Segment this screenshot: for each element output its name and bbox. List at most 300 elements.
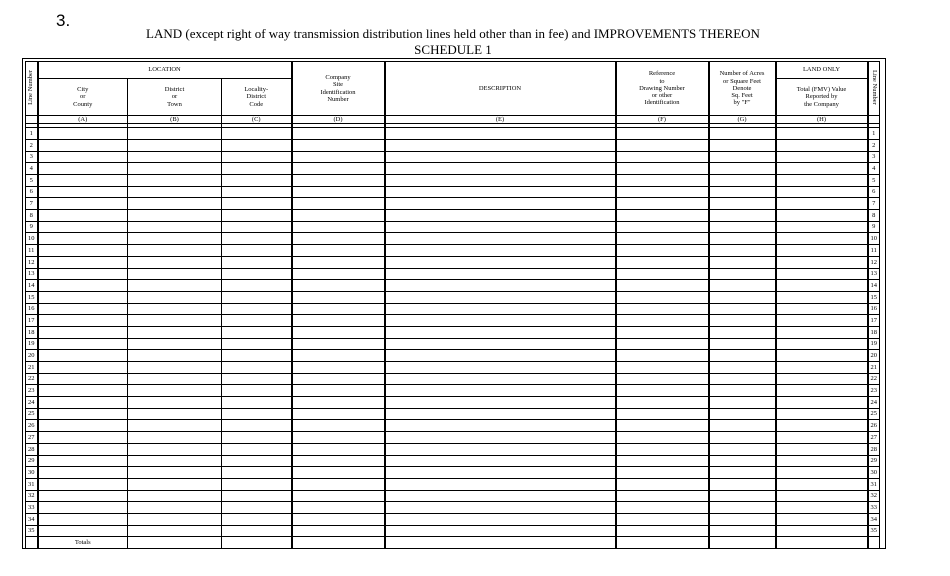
entry-cell-f[interactable]	[616, 186, 709, 198]
entry-cell-g[interactable]	[709, 502, 776, 514]
entry-cell-g[interactable]	[709, 233, 776, 245]
entry-cell-d[interactable]	[292, 198, 385, 210]
entry-cell-g[interactable]	[709, 350, 776, 362]
entry-cell-f[interactable]	[616, 233, 709, 245]
line-number-left: 21	[26, 362, 38, 374]
entry-cell-e[interactable]	[385, 303, 616, 315]
entry-cell-g[interactable]	[709, 139, 776, 151]
entry-cell-h[interactable]	[776, 490, 868, 502]
entry-cell-g[interactable]	[709, 525, 776, 537]
entry-cell-h[interactable]	[776, 478, 868, 490]
entry-cell-g[interactable]	[709, 338, 776, 350]
entry-cell-c[interactable]	[222, 280, 292, 292]
entry-cell-c[interactable]	[222, 525, 292, 537]
entry-cell-a[interactable]	[38, 233, 128, 245]
entry-cell-d[interactable]	[292, 256, 385, 268]
entry-cell-b[interactable]	[128, 385, 222, 397]
entry-cell-d[interactable]	[292, 326, 385, 338]
totals-cell-b[interactable]	[128, 537, 222, 549]
table-row	[26, 525, 880, 537]
entry-cell-a[interactable]	[38, 139, 128, 151]
entry-cell-a[interactable]	[38, 420, 128, 432]
entry-cell-e[interactable]	[385, 338, 616, 350]
line-number-left: 16	[26, 303, 38, 315]
table-row	[26, 420, 880, 432]
entry-cell-g[interactable]	[709, 186, 776, 198]
entry-cell-a[interactable]	[38, 397, 128, 409]
entry-cell-c[interactable]	[222, 128, 292, 140]
entry-cell-d[interactable]	[292, 455, 385, 467]
entry-cell-a[interactable]	[38, 326, 128, 338]
entry-cell-f[interactable]	[616, 268, 709, 280]
entry-cell-g[interactable]	[709, 175, 776, 187]
entry-cell-e[interactable]	[385, 221, 616, 233]
entry-cell-d[interactable]	[292, 385, 385, 397]
entry-cell-g[interactable]	[709, 420, 776, 432]
entry-cell-d[interactable]	[292, 513, 385, 525]
entry-cell-f[interactable]	[616, 139, 709, 151]
entry-cell-h[interactable]	[776, 245, 868, 257]
entry-cell-e[interactable]	[385, 151, 616, 163]
entry-cell-e[interactable]	[385, 373, 616, 385]
entry-cell-d[interactable]	[292, 291, 385, 303]
entry-cell-b[interactable]	[128, 350, 222, 362]
entry-cell-h[interactable]	[776, 163, 868, 175]
line-number-right: 29	[868, 455, 880, 467]
entry-cell-e[interactable]	[385, 420, 616, 432]
entry-cell-h[interactable]	[776, 221, 868, 233]
entry-cell-a[interactable]	[38, 385, 128, 397]
entry-cell-h[interactable]	[776, 175, 868, 187]
entry-cell-c[interactable]	[222, 350, 292, 362]
line-number-right: 35	[868, 525, 880, 537]
entry-cell-c[interactable]	[222, 221, 292, 233]
entry-cell-g[interactable]	[709, 326, 776, 338]
entry-cell-d[interactable]	[292, 432, 385, 444]
entry-cell-d[interactable]	[292, 268, 385, 280]
entry-cell-e[interactable]	[385, 490, 616, 502]
entry-cell-b[interactable]	[128, 233, 222, 245]
entry-cell-g[interactable]	[709, 210, 776, 222]
entry-cell-h[interactable]	[776, 139, 868, 151]
entry-cell-e[interactable]	[385, 525, 616, 537]
entry-cell-b[interactable]	[128, 338, 222, 350]
entry-cell-h[interactable]	[776, 350, 868, 362]
entry-cell-f[interactable]	[616, 397, 709, 409]
entry-cell-e[interactable]	[385, 139, 616, 151]
entry-cell-g[interactable]	[709, 151, 776, 163]
entry-cell-e[interactable]	[385, 233, 616, 245]
entry-cell-d[interactable]	[292, 490, 385, 502]
entry-cell-e[interactable]	[385, 432, 616, 444]
entry-cell-h[interactable]	[776, 198, 868, 210]
entry-cell-a[interactable]	[38, 362, 128, 374]
entry-cell-e[interactable]	[385, 350, 616, 362]
entry-cell-a[interactable]	[38, 467, 128, 479]
entry-cell-c[interactable]	[222, 268, 292, 280]
entry-cell-h[interactable]	[776, 291, 868, 303]
entry-cell-a[interactable]	[38, 256, 128, 268]
entry-cell-f[interactable]	[616, 128, 709, 140]
entry-cell-b[interactable]	[128, 525, 222, 537]
entry-cell-b[interactable]	[128, 221, 222, 233]
entry-cell-a[interactable]	[38, 221, 128, 233]
totals-cell-e[interactable]	[385, 537, 616, 549]
entry-cell-d[interactable]	[292, 502, 385, 514]
entry-cell-h[interactable]	[776, 128, 868, 140]
entry-cell-b[interactable]	[128, 443, 222, 455]
entry-cell-g[interactable]	[709, 280, 776, 292]
entry-cell-d[interactable]	[292, 128, 385, 140]
line-number-left: 20	[26, 350, 38, 362]
entry-cell-g[interactable]	[709, 467, 776, 479]
entry-cell-g[interactable]	[709, 443, 776, 455]
entry-cell-d[interactable]	[292, 373, 385, 385]
line-number-right: 31	[868, 478, 880, 490]
entry-cell-b[interactable]	[128, 139, 222, 151]
entry-cell-b[interactable]	[128, 373, 222, 385]
entry-cell-c[interactable]	[222, 385, 292, 397]
entry-cell-h[interactable]	[776, 513, 868, 525]
entry-cell-e[interactable]	[385, 256, 616, 268]
entry-cell-b[interactable]	[128, 455, 222, 467]
entry-cell-d[interactable]	[292, 280, 385, 292]
entry-cell-c[interactable]	[222, 443, 292, 455]
entry-cell-e[interactable]	[385, 163, 616, 175]
entry-cell-a[interactable]	[38, 443, 128, 455]
entry-cell-b[interactable]	[128, 478, 222, 490]
entry-cell-a[interactable]	[38, 291, 128, 303]
entry-cell-f[interactable]	[616, 420, 709, 432]
line-number-left: 4	[26, 163, 38, 175]
entry-cell-d[interactable]	[292, 362, 385, 374]
entry-cell-e[interactable]	[385, 280, 616, 292]
entry-cell-f[interactable]	[616, 326, 709, 338]
entry-cell-h[interactable]	[776, 432, 868, 444]
entry-cell-f[interactable]	[616, 175, 709, 187]
entry-cell-b[interactable]	[128, 326, 222, 338]
entry-cell-c[interactable]	[222, 326, 292, 338]
entry-cell-e[interactable]	[385, 513, 616, 525]
entry-cell-b[interactable]	[128, 432, 222, 444]
entry-cell-g[interactable]	[709, 128, 776, 140]
entry-cell-f[interactable]	[616, 350, 709, 362]
entry-cell-c[interactable]	[222, 397, 292, 409]
entry-cell-a[interactable]	[38, 350, 128, 362]
entry-cell-c[interactable]	[222, 198, 292, 210]
entry-cell-f[interactable]	[616, 502, 709, 514]
entry-cell-a[interactable]	[38, 303, 128, 315]
entry-cell-d[interactable]	[292, 315, 385, 327]
entry-cell-d[interactable]	[292, 186, 385, 198]
entry-cell-f[interactable]	[616, 467, 709, 479]
entry-cell-b[interactable]	[128, 303, 222, 315]
entry-cell-f[interactable]	[616, 280, 709, 292]
entry-cell-h[interactable]	[776, 268, 868, 280]
totals-cell-f[interactable]	[616, 537, 709, 549]
entry-cell-h[interactable]	[776, 210, 868, 222]
entry-cell-c[interactable]	[222, 513, 292, 525]
entry-cell-e[interactable]	[385, 385, 616, 397]
entry-cell-c[interactable]	[222, 233, 292, 245]
entry-cell-e[interactable]	[385, 186, 616, 198]
entry-cell-g[interactable]	[709, 245, 776, 257]
entry-cell-f[interactable]	[616, 221, 709, 233]
entry-cell-c[interactable]	[222, 175, 292, 187]
entry-cell-b[interactable]	[128, 210, 222, 222]
entry-cell-e[interactable]	[385, 315, 616, 327]
entry-cell-f[interactable]	[616, 245, 709, 257]
entry-cell-b[interactable]	[128, 315, 222, 327]
entry-cell-f[interactable]	[616, 443, 709, 455]
line-number-left: 14	[26, 280, 38, 292]
entry-cell-h[interactable]	[776, 397, 868, 409]
entry-cell-b[interactable]	[128, 408, 222, 420]
entry-cell-e[interactable]	[385, 245, 616, 257]
entry-cell-c[interactable]	[222, 490, 292, 502]
entry-cell-a[interactable]	[38, 175, 128, 187]
entry-cell-g[interactable]	[709, 373, 776, 385]
entry-cell-d[interactable]	[292, 221, 385, 233]
entry-cell-b[interactable]	[128, 198, 222, 210]
entry-cell-f[interactable]	[616, 385, 709, 397]
entry-cell-f[interactable]	[616, 338, 709, 350]
entry-cell-b[interactable]	[128, 245, 222, 257]
entry-cell-d[interactable]	[292, 163, 385, 175]
entry-cell-a[interactable]	[38, 338, 128, 350]
entry-cell-a[interactable]	[38, 315, 128, 327]
entry-cell-c[interactable]	[222, 151, 292, 163]
entry-cell-a[interactable]	[38, 163, 128, 175]
entry-cell-c[interactable]	[222, 478, 292, 490]
entry-cell-g[interactable]	[709, 490, 776, 502]
entry-cell-a[interactable]	[38, 280, 128, 292]
entry-cell-f[interactable]	[616, 303, 709, 315]
entry-cell-g[interactable]	[709, 362, 776, 374]
entry-cell-a[interactable]	[38, 210, 128, 222]
entry-cell-h[interactable]	[776, 315, 868, 327]
entry-cell-a[interactable]	[38, 490, 128, 502]
entry-cell-a[interactable]	[38, 128, 128, 140]
entry-cell-b[interactable]	[128, 128, 222, 140]
entry-cell-d[interactable]	[292, 233, 385, 245]
entry-cell-b[interactable]	[128, 268, 222, 280]
entry-cell-b[interactable]	[128, 256, 222, 268]
entry-cell-d[interactable]	[292, 478, 385, 490]
entry-cell-c[interactable]	[222, 432, 292, 444]
totals-cell-d[interactable]	[292, 537, 385, 549]
entry-cell-d[interactable]	[292, 420, 385, 432]
entry-cell-c[interactable]	[222, 186, 292, 198]
entry-cell-b[interactable]	[128, 280, 222, 292]
entry-cell-b[interactable]	[128, 420, 222, 432]
entry-cell-f[interactable]	[616, 432, 709, 444]
entry-cell-d[interactable]	[292, 525, 385, 537]
entry-cell-h[interactable]	[776, 151, 868, 163]
entry-cell-c[interactable]	[222, 362, 292, 374]
entry-cell-a[interactable]	[38, 198, 128, 210]
entry-cell-f[interactable]	[616, 315, 709, 327]
entry-cell-a[interactable]	[38, 502, 128, 514]
entry-cell-b[interactable]	[128, 186, 222, 198]
entry-cell-a[interactable]	[38, 373, 128, 385]
entry-cell-b[interactable]	[128, 502, 222, 514]
entry-cell-a[interactable]	[38, 268, 128, 280]
entry-cell-a[interactable]	[38, 455, 128, 467]
entry-cell-c[interactable]	[222, 291, 292, 303]
entry-cell-h[interactable]	[776, 303, 868, 315]
entry-cell-a[interactable]	[38, 151, 128, 163]
entry-cell-b[interactable]	[128, 490, 222, 502]
entry-cell-c[interactable]	[222, 467, 292, 479]
entry-cell-g[interactable]	[709, 268, 776, 280]
entry-cell-b[interactable]	[128, 513, 222, 525]
entry-cell-c[interactable]	[222, 210, 292, 222]
entry-cell-d[interactable]	[292, 139, 385, 151]
entry-cell-e[interactable]	[385, 502, 616, 514]
entry-cell-g[interactable]	[709, 256, 776, 268]
entry-cell-a[interactable]	[38, 513, 128, 525]
table-row	[26, 467, 880, 479]
entry-cell-h[interactable]	[776, 525, 868, 537]
entry-cell-e[interactable]	[385, 326, 616, 338]
entry-cell-d[interactable]	[292, 443, 385, 455]
entry-cell-h[interactable]	[776, 443, 868, 455]
entry-cell-c[interactable]	[222, 420, 292, 432]
entry-cell-f[interactable]	[616, 408, 709, 420]
entry-cell-f[interactable]	[616, 198, 709, 210]
entry-cell-h[interactable]	[776, 385, 868, 397]
entry-cell-a[interactable]	[38, 432, 128, 444]
entry-cell-e[interactable]	[385, 210, 616, 222]
entry-cell-f[interactable]	[616, 373, 709, 385]
entry-cell-e[interactable]	[385, 291, 616, 303]
entry-cell-b[interactable]	[128, 362, 222, 374]
entry-cell-f[interactable]	[616, 478, 709, 490]
table-row	[26, 233, 880, 245]
entry-cell-d[interactable]	[292, 338, 385, 350]
entry-cell-a[interactable]	[38, 186, 128, 198]
entry-cell-g[interactable]	[709, 291, 776, 303]
entry-cell-e[interactable]	[385, 397, 616, 409]
entry-cell-g[interactable]	[709, 397, 776, 409]
entry-cell-e[interactable]	[385, 198, 616, 210]
entry-cell-a[interactable]	[38, 245, 128, 257]
entry-cell-h[interactable]	[776, 502, 868, 514]
entry-cell-f[interactable]	[616, 291, 709, 303]
entry-cell-d[interactable]	[292, 175, 385, 187]
entry-cell-b[interactable]	[128, 175, 222, 187]
entry-cell-e[interactable]	[385, 362, 616, 374]
entry-cell-f[interactable]	[616, 513, 709, 525]
entry-cell-d[interactable]	[292, 245, 385, 257]
entry-cell-h[interactable]	[776, 362, 868, 374]
entry-cell-c[interactable]	[222, 408, 292, 420]
entry-cell-f[interactable]	[616, 455, 709, 467]
table-row	[26, 151, 880, 163]
entry-cell-f[interactable]	[616, 210, 709, 222]
entry-cell-h[interactable]	[776, 233, 868, 245]
entry-cell-c[interactable]	[222, 245, 292, 257]
entry-cell-a[interactable]	[38, 478, 128, 490]
entry-cell-e[interactable]	[385, 467, 616, 479]
entry-cell-h[interactable]	[776, 186, 868, 198]
entry-cell-c[interactable]	[222, 455, 292, 467]
entry-cell-f[interactable]	[616, 256, 709, 268]
entry-cell-c[interactable]	[222, 256, 292, 268]
entry-cell-h[interactable]	[776, 280, 868, 292]
entry-cell-e[interactable]	[385, 478, 616, 490]
totals-cell-h[interactable]	[776, 537, 868, 549]
entry-cell-e[interactable]	[385, 443, 616, 455]
entry-cell-g[interactable]	[709, 221, 776, 233]
entry-cell-a[interactable]	[38, 408, 128, 420]
entry-cell-h[interactable]	[776, 467, 868, 479]
entry-cell-g[interactable]	[709, 163, 776, 175]
entry-cell-d[interactable]	[292, 397, 385, 409]
entry-cell-f[interactable]	[616, 163, 709, 175]
entry-cell-f[interactable]	[616, 362, 709, 374]
entry-cell-e[interactable]	[385, 128, 616, 140]
entry-cell-e[interactable]	[385, 268, 616, 280]
entry-cell-d[interactable]	[292, 210, 385, 222]
entry-cell-b[interactable]	[128, 291, 222, 303]
entry-cell-g[interactable]	[709, 408, 776, 420]
entry-cell-f[interactable]	[616, 490, 709, 502]
entry-cell-g[interactable]	[709, 513, 776, 525]
entry-cell-h[interactable]	[776, 338, 868, 350]
entry-cell-f[interactable]	[616, 525, 709, 537]
entry-cell-d[interactable]	[292, 303, 385, 315]
entry-cell-g[interactable]	[709, 303, 776, 315]
entry-cell-e[interactable]	[385, 455, 616, 467]
entry-cell-b[interactable]	[128, 467, 222, 479]
entry-cell-h[interactable]	[776, 256, 868, 268]
entry-cell-d[interactable]	[292, 350, 385, 362]
entry-cell-d[interactable]	[292, 408, 385, 420]
entry-cell-c[interactable]	[222, 373, 292, 385]
entry-cell-e[interactable]	[385, 408, 616, 420]
entry-cell-b[interactable]	[128, 163, 222, 175]
entry-cell-c[interactable]	[222, 502, 292, 514]
entry-cell-d[interactable]	[292, 467, 385, 479]
entry-cell-g[interactable]	[709, 478, 776, 490]
entry-cell-b[interactable]	[128, 151, 222, 163]
entry-cell-g[interactable]	[709, 198, 776, 210]
entry-cell-h[interactable]	[776, 455, 868, 467]
entry-cell-a[interactable]	[38, 525, 128, 537]
entry-cell-b[interactable]	[128, 397, 222, 409]
entry-cell-h[interactable]	[776, 373, 868, 385]
entry-cell-c[interactable]	[222, 315, 292, 327]
entry-cell-c[interactable]	[222, 139, 292, 151]
entry-cell-g[interactable]	[709, 432, 776, 444]
entry-cell-f[interactable]	[616, 151, 709, 163]
entry-cell-g[interactable]	[709, 455, 776, 467]
entry-cell-d[interactable]	[292, 151, 385, 163]
entry-cell-h[interactable]	[776, 420, 868, 432]
entry-cell-c[interactable]	[222, 163, 292, 175]
totals-cell-c[interactable]	[222, 537, 292, 549]
entry-cell-c[interactable]	[222, 338, 292, 350]
entry-cell-e[interactable]	[385, 175, 616, 187]
entry-cell-c[interactable]	[222, 303, 292, 315]
entry-cell-h[interactable]	[776, 408, 868, 420]
entry-cell-g[interactable]	[709, 385, 776, 397]
entry-cell-g[interactable]	[709, 315, 776, 327]
totals-cell-g[interactable]	[709, 537, 776, 549]
entry-cell-h[interactable]	[776, 326, 868, 338]
